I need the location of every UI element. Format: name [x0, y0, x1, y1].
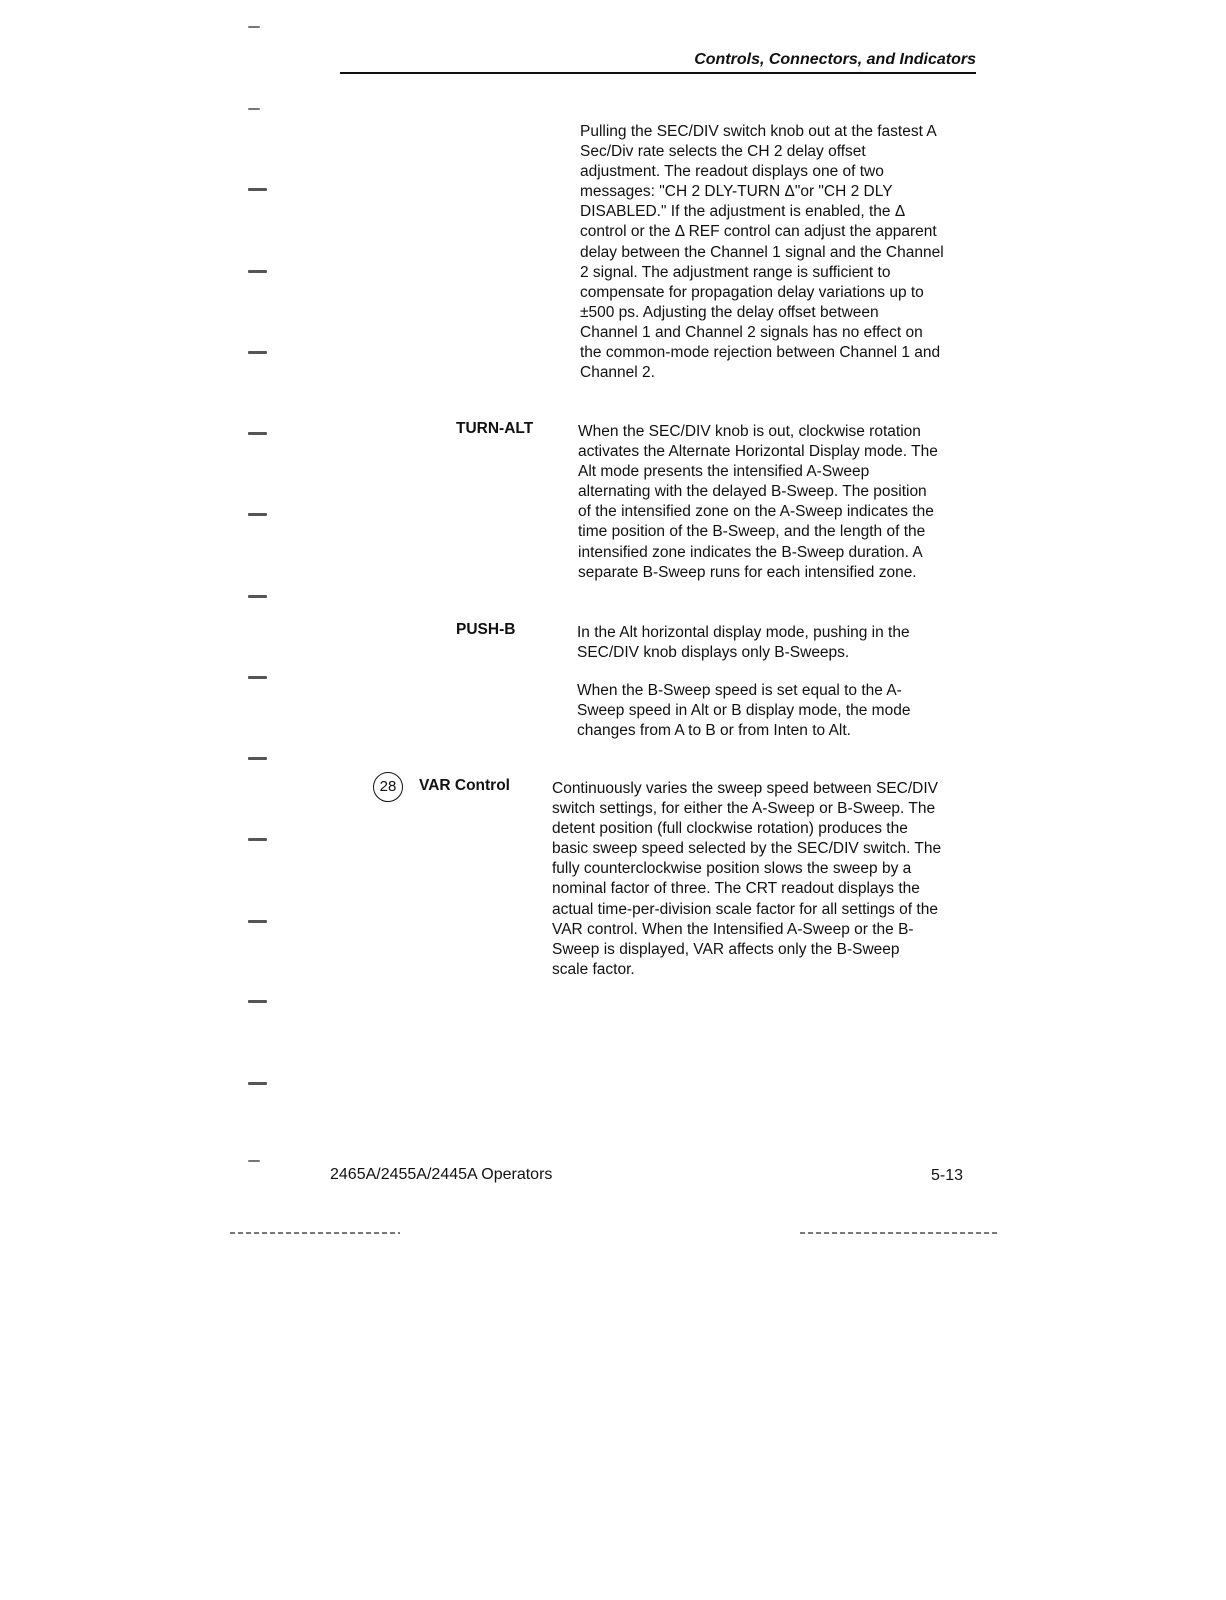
push-b-paragraph-1 [577, 623, 910, 663]
text-line: Alt mode presents the intensified A-Sweep [578, 463, 870, 481]
margin-mark [248, 757, 267, 760]
callout-number-circle: 28 [373, 772, 403, 802]
margin-mark [248, 920, 267, 923]
margin-mark [248, 513, 267, 516]
scan-edge-artifact [800, 1232, 1000, 1234]
text-line: changes from A to B or from Inten to Alt. [577, 722, 851, 740]
margin-mark [248, 188, 267, 191]
text-line: Channel 2. [580, 364, 655, 382]
margin-mark [248, 108, 260, 110]
text-line: Continuously varies the sweep speed between SEC/DIV [552, 780, 938, 797]
text-line: control or the Δ REF control can adjust the apparent [580, 223, 937, 241]
margin-mark [248, 676, 267, 679]
text-line: 2 signal. The adjustment range is sufficient to [580, 263, 891, 281]
text-line: DISABLED." If the adjustment is enabled, the Δ [580, 203, 906, 221]
margin-mark [248, 432, 267, 435]
page-header-title: Controls, Connectors, and Indicators [694, 51, 976, 68]
page-number: 5-13 [931, 1167, 964, 1184]
turn-alt-label: TURN-ALT [456, 420, 534, 437]
text-line: Channel 1 and Channel 2 signals has no effect on [580, 323, 923, 341]
var-control-label: VAR Control [419, 777, 510, 794]
turn-alt-paragraph [578, 422, 938, 583]
text-line: actual time-per-division scale factor for all settings of the [552, 900, 938, 918]
margin-mark [248, 351, 267, 354]
text-line: alternating with the delayed B-Sweep. The position [578, 483, 927, 501]
text-line: separate B-Sweep runs for each intensified zone. [578, 563, 917, 581]
text-line: delay between the Channel 1 signal and the Channel [580, 243, 944, 261]
text-line: basic sweep speed selected by the SEC/DIV switch. The [552, 840, 942, 858]
scan-edge-artifact [230, 1232, 400, 1234]
var-control-paragraph [552, 779, 941, 980]
text-line: fully counterclockwise position slows the sweep by a [552, 860, 912, 878]
text-line: time position of the B-Sweep, and the length of the [578, 523, 926, 541]
margin-mark [248, 1082, 267, 1085]
text-line: Sweep speed in Alt or B display mode, the mode [577, 702, 911, 720]
push-b-paragraph-2 [577, 681, 910, 741]
push-b-label: PUSH-B [456, 621, 516, 638]
text-line: detent position (full clockwise rotation) produces the [552, 820, 908, 838]
text-line: ±500 ps. Adjusting the delay offset between [580, 303, 879, 321]
text-line: When the B-Sweep speed is set equal to the A- [577, 682, 902, 699]
header-rule [340, 72, 976, 74]
text-line: Sec/Div rate selects the CH 2 delay offset [580, 143, 866, 161]
text-line: compensate for propagation delay variations up to [580, 283, 924, 301]
margin-mark [248, 595, 267, 598]
margin-mark [248, 270, 267, 273]
text-line: intensified zone indicates the B-Sweep duration. A [578, 543, 923, 561]
text-line: Pulling the SEC/DIV switch knob out at the fastest A [580, 123, 937, 140]
footer-model-text: 2465A/2455A/2445A Operators [330, 1166, 553, 1183]
text-line: messages: "CH 2 DLY-TURN Δ"or "CH 2 DLY [580, 183, 893, 201]
margin-mark [248, 1160, 260, 1162]
text-line: nominal factor of three. The CRT readout displays the [552, 880, 920, 898]
text-line: VAR control. When the Intensified A-Sweep or the B- [552, 920, 914, 938]
text-line: of the intensified zone on the A-Sweep indicates the [578, 503, 934, 521]
margin-mark [248, 26, 260, 28]
text-line: switch settings, for either the A-Sweep or B-Sweep. The [552, 800, 936, 818]
text-line: activates the Alternate Horizontal Display mode. The [578, 443, 938, 461]
text-line: In the Alt horizontal display mode, pushing in the [577, 624, 910, 641]
text-line: adjustment. The readout displays one of two [580, 163, 884, 181]
margin-mark [248, 838, 267, 841]
margin-mark [248, 1000, 267, 1003]
text-line: scale factor. [552, 960, 635, 978]
text-line: Sweep is displayed, VAR affects only the B-Sweep [552, 940, 900, 958]
intro-paragraph [580, 122, 944, 383]
text-line: the common-mode rejection between Channel 1 and [580, 344, 941, 362]
text-line: When the SEC/DIV knob is out, clockwise rotation [578, 423, 921, 440]
text-line: SEC/DIV knob displays only B-Sweeps. [577, 644, 850, 662]
